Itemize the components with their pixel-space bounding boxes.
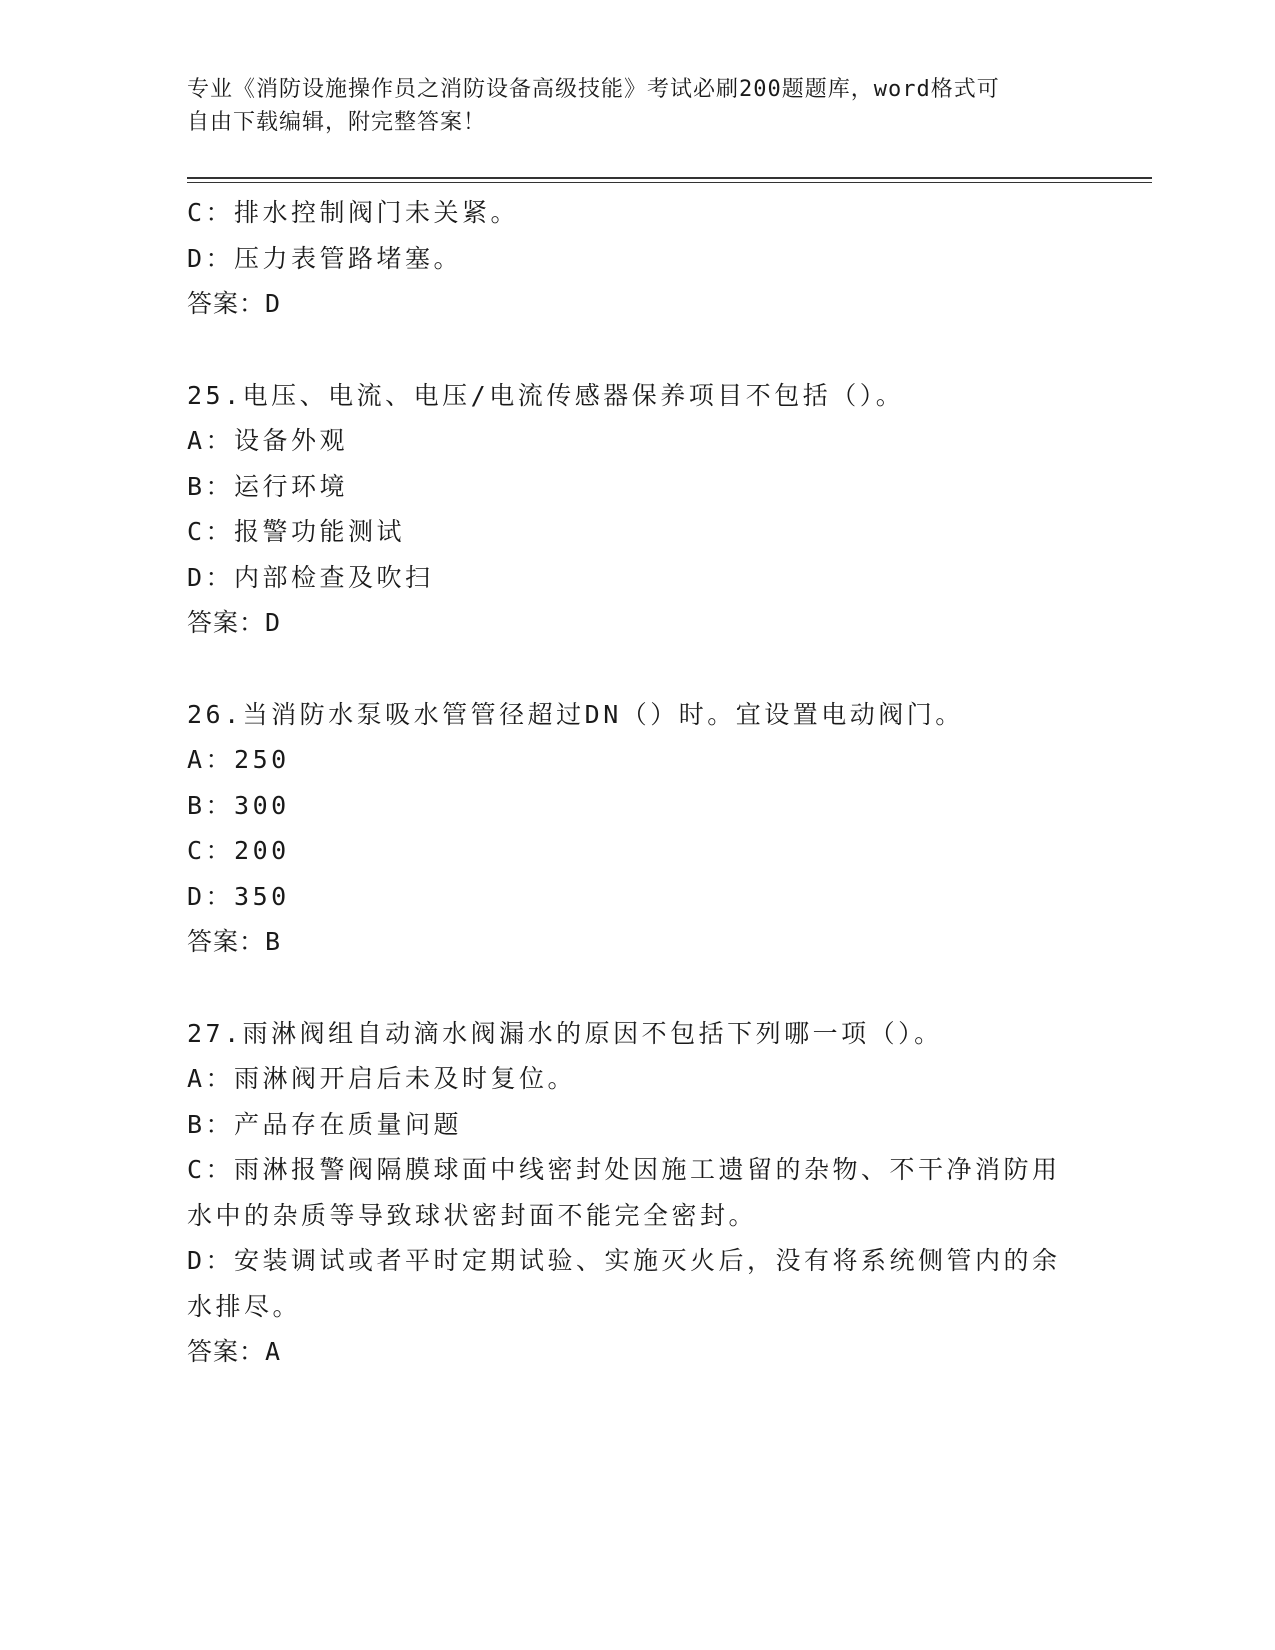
question-list (187, 190, 1087, 1375)
option-b: B：产品存在质量问题 (187, 1109, 463, 1139)
option-b: B：300 (187, 790, 290, 820)
option-d: D：350 (187, 881, 290, 911)
header-divider-thin (187, 182, 1152, 183)
option-c: C：排水控制阀门未关紧。 (187, 198, 520, 227)
question-27 (187, 1011, 1087, 1375)
question-stem: 27.雨淋阀组自动滴水阀漏水的原因不包括下列哪一项（）。 (187, 1018, 943, 1048)
partial-question (187, 190, 1087, 327)
option-b: B：运行环境 (187, 471, 349, 501)
question-25 (187, 373, 1087, 646)
option-d: D：压力表管路堵塞。 (187, 243, 463, 273)
option-a: A：250 (187, 745, 290, 774)
header-line-2: 自由下载编辑，附完整答案！ (187, 110, 487, 135)
question-stem: 25.电压、电流、电压/电流传感器保养项目不包括（）。 (187, 380, 905, 410)
option-c: C：报警功能测试 (187, 517, 406, 546)
question-stem: 26.当消防水泵吸水管管径超过DN（）时。宜设置电动阀门。 (187, 699, 964, 729)
answer-line: 答案：B (187, 927, 282, 956)
option-a: A：雨淋阀开启后未及时复位。 (187, 1064, 577, 1093)
option-c: C：200 (187, 836, 290, 865)
answer-line: 答案：D (187, 289, 282, 318)
option-d: D：内部检查及吹扫 (187, 562, 434, 592)
document-header (187, 73, 1087, 139)
option-c: C：雨淋报警阀隔膜球面中线密封处因施工遗留的杂物、不干净消防用水中的杂质等导致球状密封面不能完全密封。 (187, 1155, 1061, 1230)
header-line-1: 专业《消防设施操作员之消防设备高级技能》考试必刷200题题库，word格式可 (187, 77, 1000, 102)
option-a: A：设备外观 (187, 426, 349, 455)
answer-line: 答案：A (187, 1337, 282, 1366)
option-d: D：安装调试或者平时定期试验、实施灭火后，没有将系统侧管内的余水排尽。 (187, 1246, 1061, 1321)
answer-line: 答案：D (187, 608, 282, 637)
header-divider-thick (187, 177, 1152, 179)
question-26 (187, 692, 1087, 965)
